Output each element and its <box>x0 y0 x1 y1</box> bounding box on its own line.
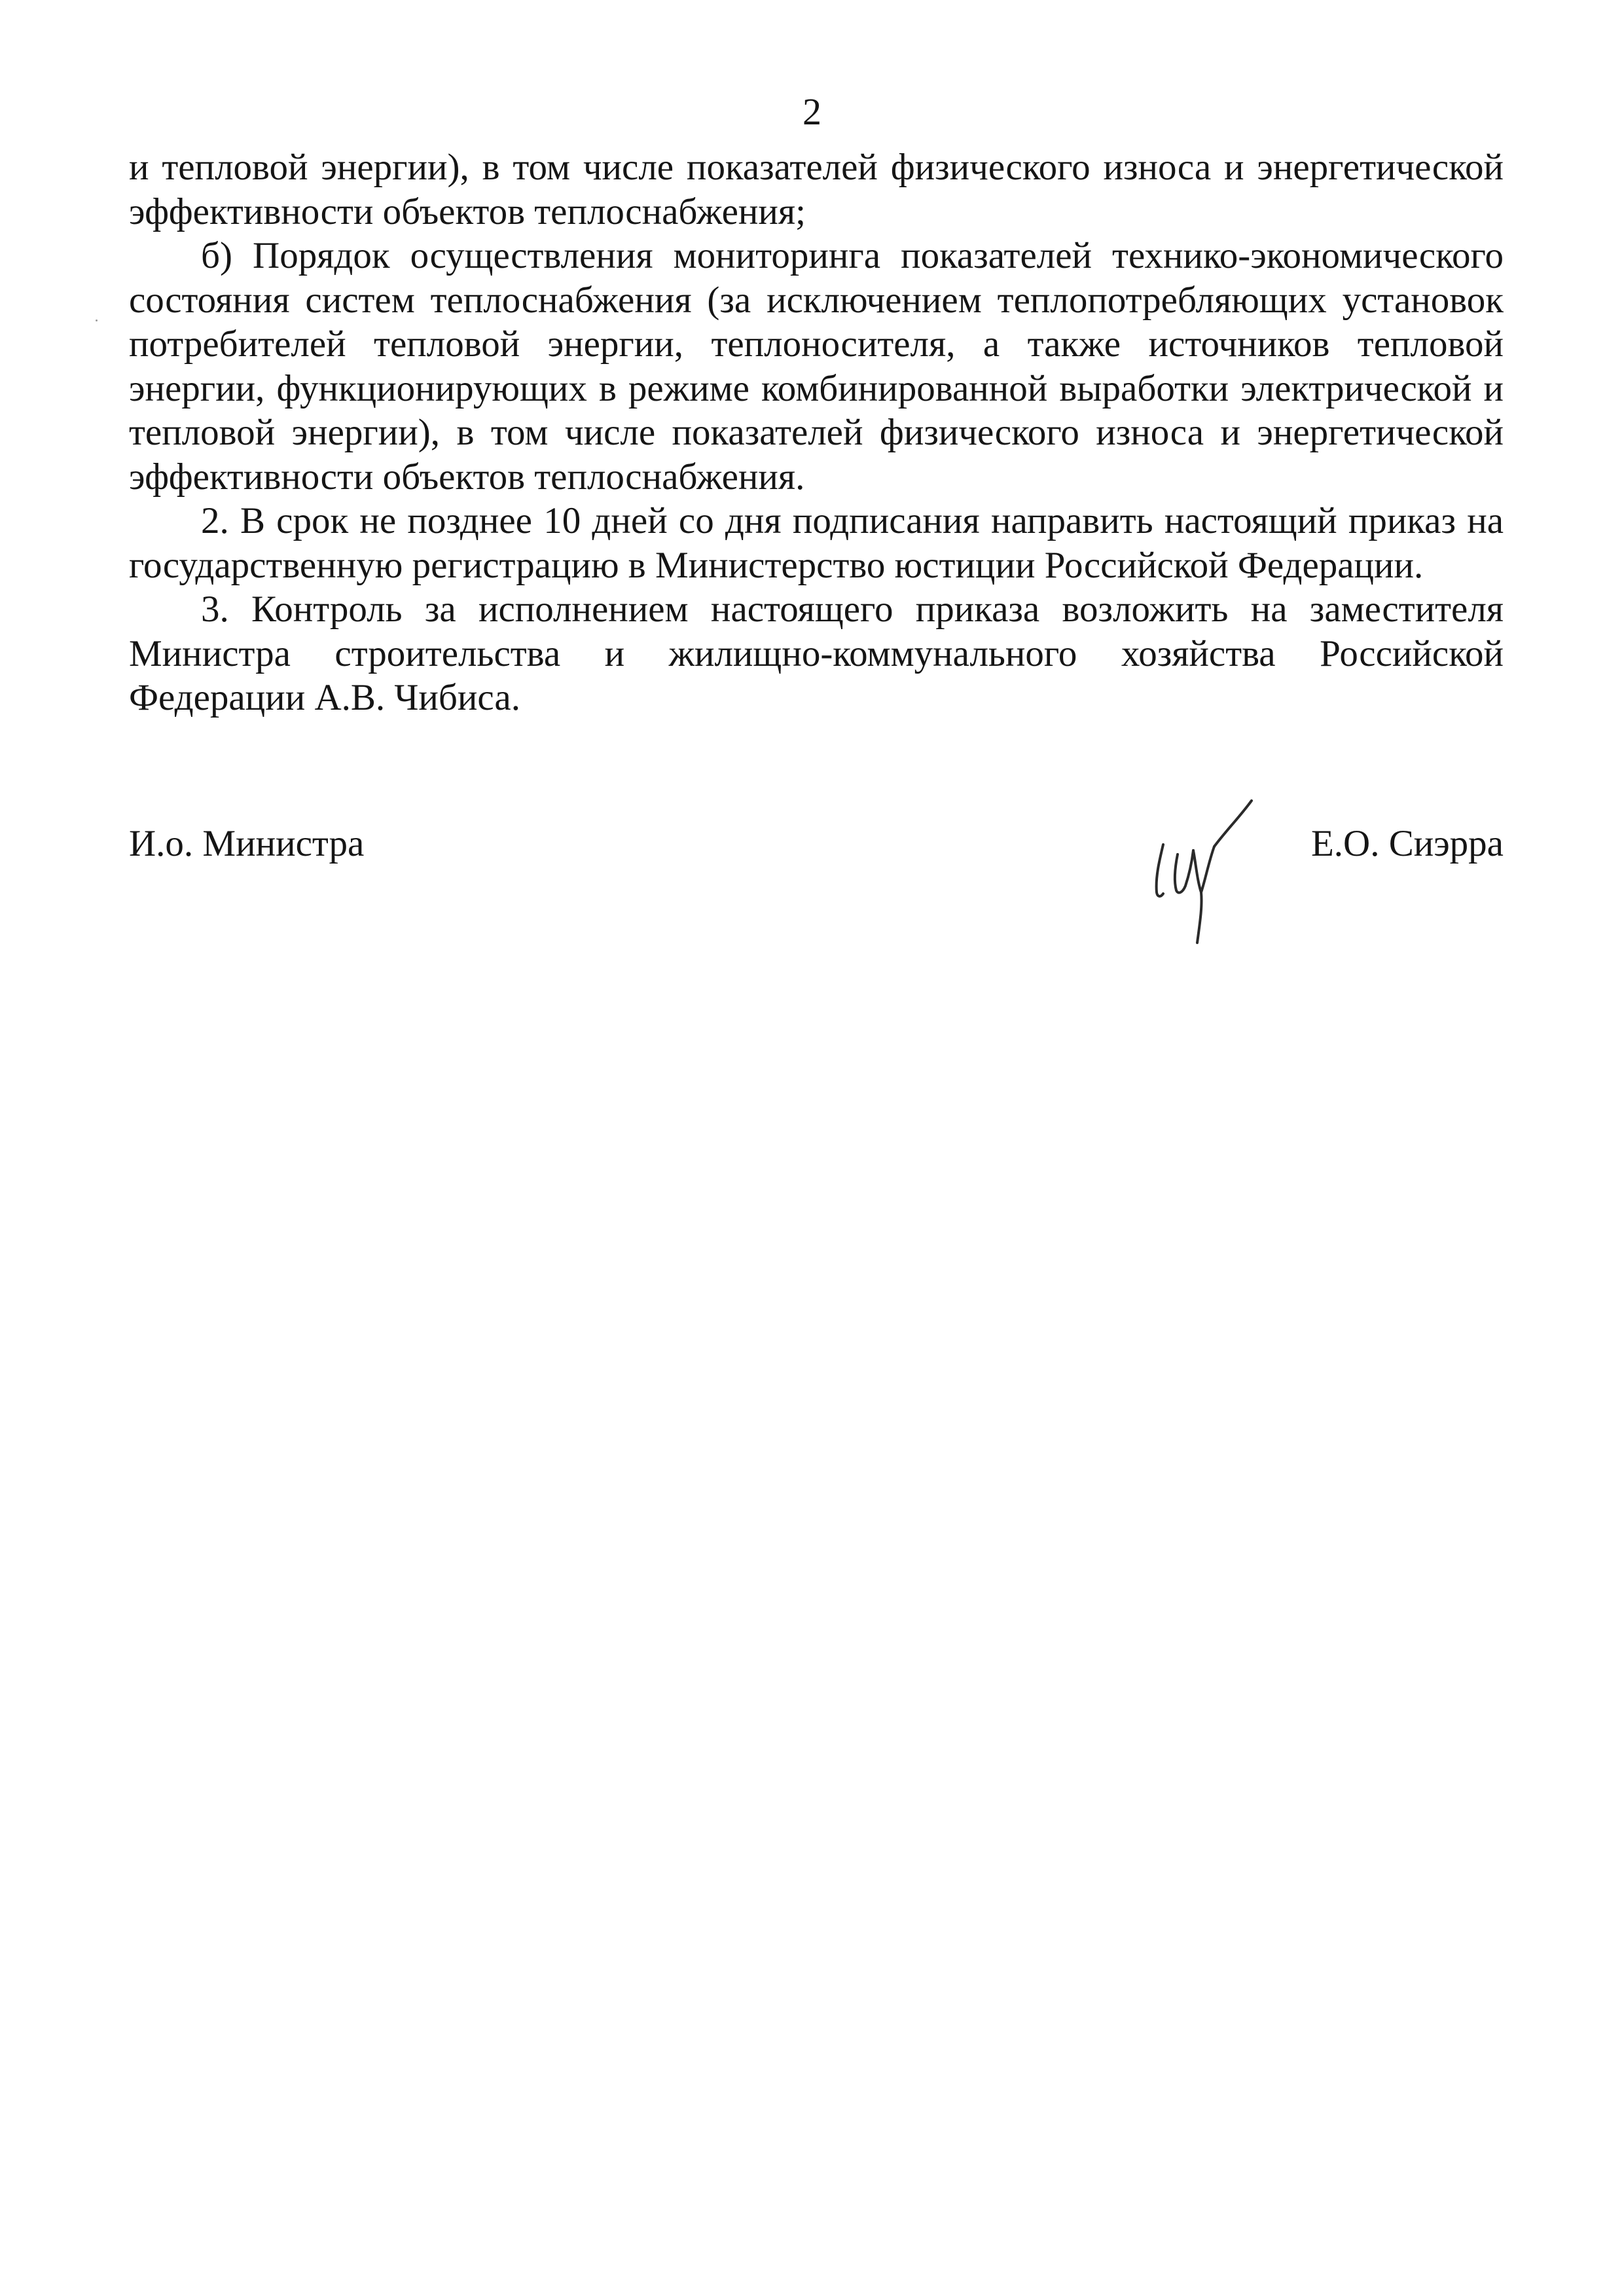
signature-block <box>129 822 1504 972</box>
signatory-title: И.о. Министра <box>129 823 365 864</box>
handwritten-signature-icon <box>1137 782 1360 959</box>
paragraph-item-3: 3. Контроль за исполнением настоящего приказа возложить на заместителя Министра строительства и жилищно-коммунального хозяйства Российской Федерации А.В. Чибиса. <box>129 589 1504 718</box>
paragraph-continuation: и тепловой энергии), в том числе показателей физического износа и энергетической эффективности объектов теплоснабжения; <box>129 147 1504 232</box>
paragraph-item-b: б) Порядок осуществления мониторинга показателей технико-экономического состояния систем теплоснабжения (за исключением теплопотребляющих установок потребителей тепловой энергии, теплоносителя, а также источников тепловой энергии, функционирующих в режиме комбинированной выработки электрической и тепловой энергии), в том числе показателей физического износа и энергетической эффективности объектов теплоснабжения. <box>129 235 1504 498</box>
page-number: 2 <box>803 90 821 133</box>
document-body <box>129 145 1504 720</box>
scan-speck <box>96 319 98 321</box>
signatory-name: Е.О. Сиэрра <box>1310 823 1504 864</box>
paragraph-item-2: 2. В срок не позднее 10 дней со дня подписания направить настоящий приказ на государственную регистрацию в Министерство юстиции Российской Федерации. <box>129 500 1504 586</box>
